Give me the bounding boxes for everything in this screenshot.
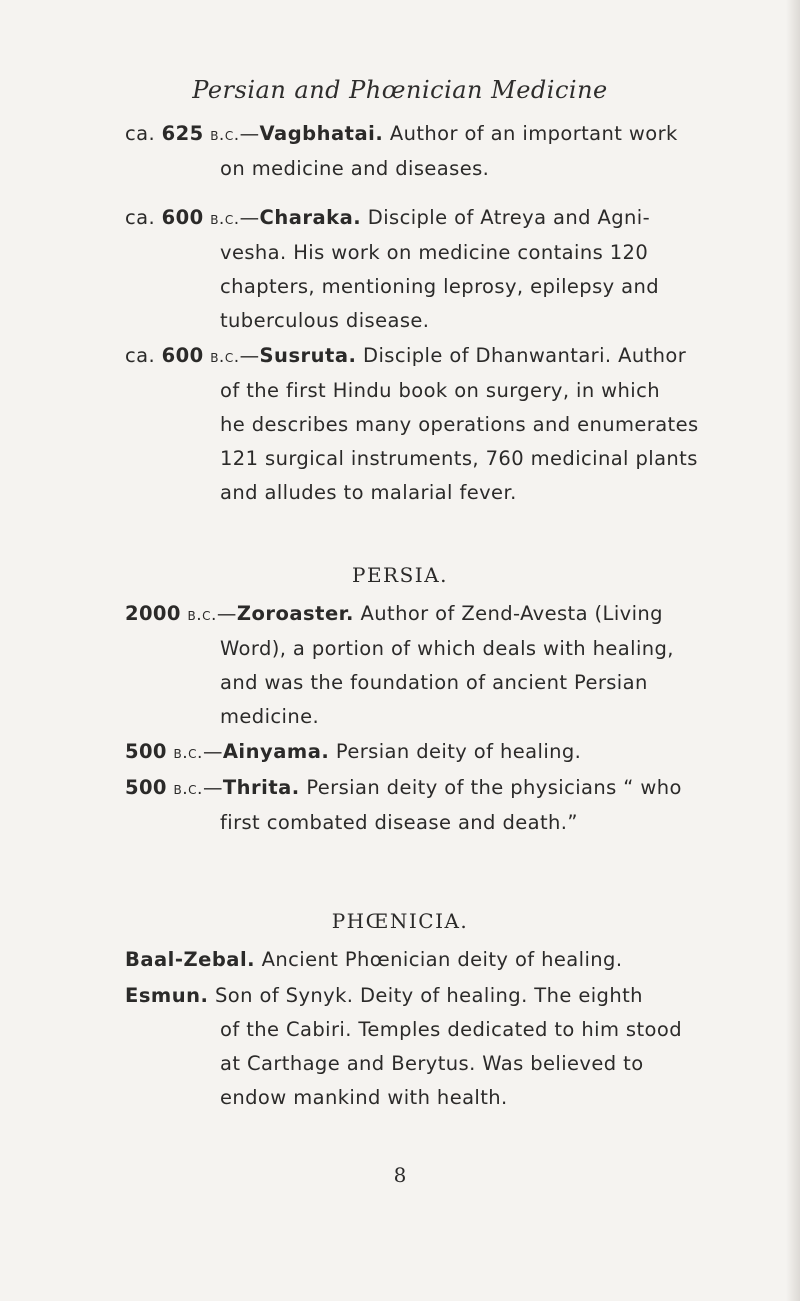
entry-era: b.c. — [210, 347, 240, 367]
entry-era: b.c. — [210, 125, 240, 145]
entry-name: Esmun. — [125, 984, 209, 1007]
entry-charaka — [125, 201, 765, 338]
entry-text: Persian deity of healing. — [329, 740, 582, 763]
entry-text: Author of an important work — [383, 122, 678, 145]
entry-text: Word), a portion of which deals with healing, — [220, 637, 674, 660]
entry-name: Zoroaster. — [236, 602, 354, 625]
entry-text: of the first Hindu book on surgery, in which — [220, 379, 660, 402]
entry-text: chapters, mentioning leprosy, epilepsy and — [220, 275, 660, 298]
entry-name: Baal-Zebal. — [125, 948, 256, 971]
entry-name: Vagbhatai. — [259, 122, 384, 145]
entry-name: Susruta. — [259, 344, 357, 367]
entry-prefix: ca. — [125, 344, 162, 367]
entry-text: and was the foundation of ancient Persian — [220, 671, 648, 694]
entry-dash: — — [239, 206, 260, 229]
entry-text: and alludes to malarial fever. — [220, 481, 517, 504]
entry-zoroaster — [125, 597, 765, 734]
entry-name: Ainyama. — [222, 740, 330, 763]
entry-dash: — — [202, 740, 223, 763]
entry-esmun — [125, 979, 765, 1115]
entry-first-line — [125, 339, 765, 374]
running-head: Persian and Phœnician Medicine — [192, 76, 608, 104]
entry-text: Disciple of Atreya and Agni- — [361, 206, 651, 229]
section-title-phoenicia: PHŒNICIA. — [331, 909, 469, 933]
entry-dash: — — [239, 122, 260, 145]
entry-era: b.c. — [210, 209, 240, 229]
entry-text: 121 surgical instruments, 760 medicinal plants — [220, 447, 698, 470]
entry-era: b.c. — [187, 605, 217, 625]
entry-first-line — [125, 943, 765, 977]
entry-text: first combated disease and death.” — [220, 811, 578, 834]
entry-text: Ancient Phœnician deity of healing. — [255, 948, 623, 971]
entry-text: of the Cabiri. Temples dedicated to him stood — [220, 1018, 682, 1041]
entry-text: medicine. — [220, 705, 320, 728]
entry-thrita — [125, 771, 765, 840]
entry-prefix: ca. — [125, 122, 162, 145]
entry-era: b.c. — [173, 779, 203, 799]
entry-text: Author of Zend-Avesta (Living — [353, 602, 663, 625]
entry-text: he describes many operations and enumerates — [220, 413, 699, 436]
entry-vagbhatai — [125, 117, 765, 186]
entry-text: vesha. His work on medicine contains 120 — [220, 241, 649, 264]
entry-era: b.c. — [173, 743, 203, 763]
entry-date: 600 — [161, 206, 204, 229]
entry-text: Son of Synyk. Deity of healing. The eighth — [208, 984, 643, 1007]
entry-date: 500 — [125, 740, 167, 763]
entry-first-line — [125, 117, 765, 152]
entry-text: endow mankind with health. — [220, 1086, 508, 1109]
page-number: 8 — [393, 1163, 407, 1187]
entry-first-line — [125, 735, 765, 770]
entry-dash: — — [239, 344, 260, 367]
entry-date: 600 — [161, 344, 204, 367]
entry-dash: — — [202, 776, 223, 799]
entry-susruta — [125, 339, 765, 510]
entry-text: Persian deity of the physicians “ who — [299, 776, 682, 799]
entry-ainyama — [125, 735, 765, 770]
entry-name: Thrita. — [222, 776, 300, 799]
entry-text: on medicine and diseases. — [220, 157, 490, 180]
entry-text: Disciple of Dhanwantari. Author — [356, 344, 687, 367]
entry-text: at Carthage and Berytus. Was believed to — [220, 1052, 644, 1075]
entry-first-line — [125, 201, 765, 236]
entry-name: Charaka. — [259, 206, 362, 229]
entry-text: tuberculous disease. — [220, 309, 430, 332]
section-title-persia: PERSIA. — [351, 563, 449, 587]
entry-date: 625 — [161, 122, 204, 145]
entry-prefix: ca. — [125, 206, 162, 229]
entry-first-line — [125, 597, 765, 632]
entry-date: 2000 — [125, 602, 181, 625]
entry-dash: — — [216, 602, 237, 625]
page-edge-shadow — [786, 0, 800, 1301]
entry-baal-zebal — [125, 943, 765, 977]
entry-first-line — [125, 979, 765, 1013]
entry-date: 500 — [125, 776, 167, 799]
entry-first-line — [125, 771, 765, 806]
